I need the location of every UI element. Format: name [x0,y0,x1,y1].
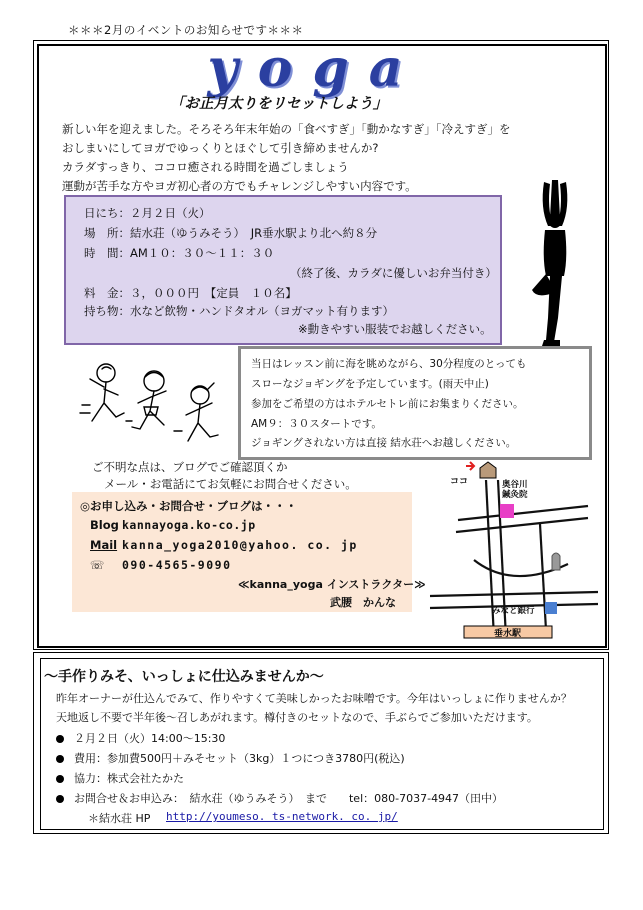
jogging-line-4: AM９：３０スタートです。 [251,418,382,430]
blog-link[interactable]: kannayoga.ko-co.jp [122,518,256,532]
phone-number: 090-4565-9090 [122,558,232,572]
info-items-note: ※動きやすい服装でお越しください。 [298,322,492,336]
intro-line-2: おしまいにしてヨガでゆっくりとほぐして引き締めませんか? [62,141,379,155]
event-info-box [64,195,502,345]
miso-bullet-3: 協力：株式会社たかた [56,770,184,786]
map-koko: ココ [450,477,469,487]
map-clinic-1: 奥谷川 [502,480,528,490]
yoga-pose-silhouette-icon [520,178,590,348]
miso-desc-1: 昨年オーナーが仕込んでみて、作りやすくて美味しかったお味噌です。今年はいっしょに作りませんか？ [56,692,572,705]
bullet-icon [56,755,64,763]
jogging-line-2: スローなジョギングを予定しています。(雨天中止) [251,378,489,390]
contact-heading: ◎お申し込み・お問合せ・ブログは・・・ [80,499,298,513]
contact-box [72,492,426,612]
info-place: 場 所：結水荘（ゆうみそう） JR垂水駅より北へ約８分 [84,226,378,240]
yoga-subtitle: 「お正月太りをリセットしよう」 [170,96,388,112]
instructor-label: ≪kanna_yoga インストラクター≫ [238,578,426,591]
miso-bullet-1: ２月２日（火）14:00～15:30 [56,730,225,746]
info-time-note: （終了後、カラダに優しいお弁当付き） [290,266,497,280]
instructor-name: 武腰 かんな [330,596,396,609]
intro-line-3: カラダすっきり、ココロ癒される時間を過ごしましょう [62,160,349,174]
miso-title: ～手作りみそ、いっしょに仕込みませんか～ [44,669,324,685]
event-notice-header: ＊＊＊2月のイベントのお知らせです＊＊＊ [68,23,304,37]
bullet-icon [56,735,64,743]
blog-label: Blog [90,518,119,532]
jogging-line-1: 当日はレッスン前に海を眺めながら、30分程度のとっても [251,358,527,370]
info-time: 時 間：AM１０：３０～１１：３０ [84,246,275,260]
miso-bullet-2: 費用：参加費500円＋みそセット（3kg）１つにつき3780円(税込) [56,750,405,766]
hp-link[interactable]: http://youmeso. ts-network. co. jp/ [166,810,398,823]
mail-label: Mail [90,538,118,552]
map-clinic [502,480,528,500]
clinic-marker [500,504,514,518]
miso-desc-2: 天地返し不要で半年後～召しあがれます。樽付きのセットなので、手ぶらでご参加いただけます。 [56,711,538,724]
access-map [428,460,598,640]
house-icon [480,462,496,478]
mail-link[interactable]: kanna_yoga2010@yahoo. co. jp [122,538,358,552]
map-bank: みなと銀行 [492,606,535,616]
jogging-line-3: 参加をご希望の方はホテルセトレ前にお集まりください。 [251,398,524,410]
running-children-illustration-icon [78,355,238,455]
questions-line-1: ご不明な点は、ブログでご確認頂くか [92,460,288,474]
map-clinic-2: 鍼灸院 [502,490,528,500]
arrow-right-icon [466,462,474,470]
info-date: 日にち：２月２日（火） [84,206,211,220]
questions-line-2: メール・お電話にてお気軽にお問合せください。 [104,477,357,491]
intro-line-4: 運動が苦手な方やヨガ初心者の方でもチャレンジしやすい内容です。 [62,179,417,193]
info-items: 持ち物：水など飲物・ハンドタオル（ヨガマット有ります） [84,304,395,318]
jogging-info-box [238,346,592,460]
bullet-icon [56,795,64,803]
info-fee: 料 金：３，０００円 【定員 １０名】 [84,286,297,300]
hp-label: ＊結水荘 HP [88,812,151,825]
map-station: 垂水駅 [494,629,522,639]
phone-icon: ☏ [90,558,105,572]
bullet-icon [56,775,64,783]
yoga-title: yoga [207,38,423,99]
jogging-line-5: ジョギングされない方は直接 結水荘へお越しください。 [251,437,517,449]
shrine-icon [552,553,560,570]
miso-bullet-4: お問合せ＆お申込み： 結水荘（ゆうみそう） まで tel：080-7037-4947（田中） [56,790,503,806]
intro-line-1: 新しい年を迎えました。そろそろ年末年始の「食べすぎ」「動かなすぎ」「冷えすぎ」を [62,122,511,136]
bank-marker [545,602,557,614]
